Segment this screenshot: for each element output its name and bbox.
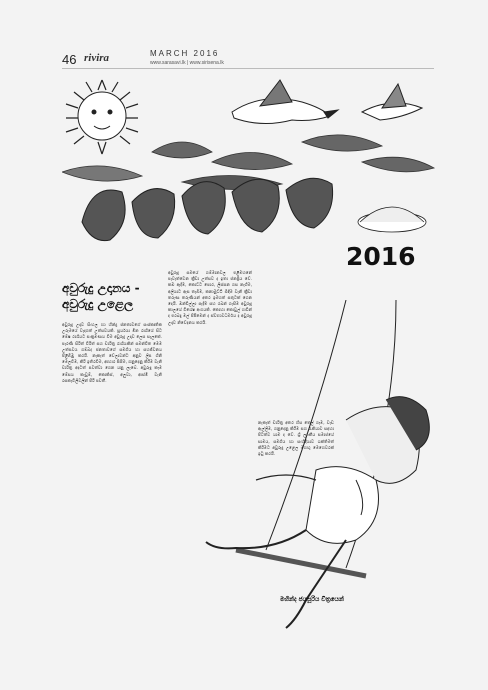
bird-illustration <box>232 80 422 124</box>
website-urls: www.sarasavi.lk | www.sirisena.lk <box>150 60 224 66</box>
article-column-1: අවුරුදු උදාව සිංහල හා හින්දු ජනතාවගේ සංස්කෘතික උරුමයේ වැදගත් උත්සවයකි. සූර්යයා මීන රාශියේ සිට මේෂ රාශියට සංක්‍රමණය වීම අවුරුදු උදාව ලෙස සැලකේ. පැරණි සිරිත් විරිත් සහ චාරිත්‍ර රාශියකින් සමන්විත මෙම උත්සවය ගම්බද ජනතාවගේ සමගිය හා සහජීවනය පිළිබිඹු කරයි. නැකැත් වේලාවන්ට අනුව ලිප ගිනි මෙලවීම, කිරි ඉතිරවීම, ආහාර පිසීම, ගනුදෙනු කිරීම වැනි චාරිත්‍ර අදටත් පවත්වා ගෙන යනු ලැබේ. අවුරුදු කෑම මේසය කැවුම්, කොකිස්, අලුවා, ආස්මී වැනි රසකැවිලිවලින් පිරී පවතී. <box>62 322 162 383</box>
header-divider <box>62 68 434 69</box>
sun-face-illustration <box>66 80 138 154</box>
article-headline <box>62 280 158 312</box>
article-column-2: අවුරුදු සමයේ ගම්මානවල එළිමහනේ පැවැත්වෙන ක්‍රීඩා උත්සව ද ඉතා ජනප්‍රිය වේ. කඹ ඇදීම, කොට්ට පොර, ලිස්සන ගස නැගීම, අලියාට ඇස තැබීම, කනාමුට්ටි බිඳීම වැනි ක්‍රීඩා තරුණ තරුණියන් අතර ඉමහත් සතුටක් ගෙන දෙයි. ඔන්චිල්ලා පැදීම සහ රබන් ගැසීම අවුරුදු කාලයේ විශේෂ අංගයකි. කොහා කොවුල් හඬින් ද එරබදු මල් පිපීමෙන් ද ස්වභාවධර්මය ද අවුරුදු උදාව නිවේදනය කරයි. <box>168 270 252 325</box>
swing-girl-illustration <box>196 300 448 632</box>
headline-line-1: අවුරුදු උදානය - <box>62 281 140 295</box>
lamp-and-fruit-illustration <box>358 207 426 232</box>
swing-seat <box>236 550 366 576</box>
article-author: මහින්ද ජයසූරිය චිත්‍රයෙන් <box>280 596 344 603</box>
year-heading: 2016 <box>346 242 416 271</box>
article-column-3: නැකැත් චාරිත්‍ර අතර හිස තෙල් ගෑම, වැඩ ඇල්ලීම, ගනුදෙනු කිරීම සහ රැකියාව සඳහා පිටත්ව යාම ද වේ. ශ්‍රී ලාංකීය සමාජයේ සාමය, සමගිය හා සංහිඳියාව ශක්තිමත් කිරීමට අවුරුදු උළෙල මහඟු මෙහෙවරක් ඉටු කරයි. <box>258 420 334 457</box>
headline-line-2: අවුරුදු උළෙල <box>62 297 134 311</box>
page-number: 46 <box>62 52 77 67</box>
magazine-logo: rivira <box>84 52 110 64</box>
issue-month: MARCH 2016 <box>150 49 220 58</box>
title-calligraphy <box>82 178 333 240</box>
